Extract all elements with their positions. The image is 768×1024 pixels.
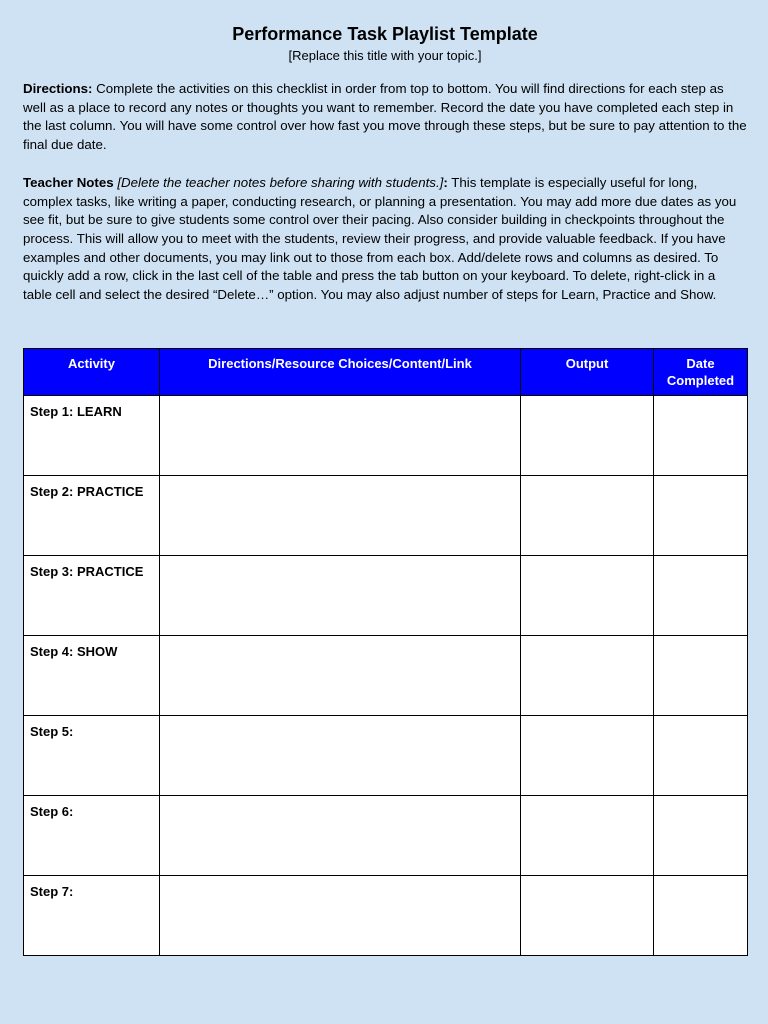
activity-cell: Step 1: LEARN — [24, 396, 160, 476]
date-cell[interactable] — [654, 556, 748, 636]
directions-cell[interactable] — [160, 796, 521, 876]
directions-cell[interactable] — [160, 716, 521, 796]
activity-cell: Step 4: SHOW — [24, 636, 160, 716]
document-subtitle: [Replace this title with your topic.] — [288, 48, 482, 63]
directions-cell[interactable] — [160, 636, 521, 716]
date-cell[interactable] — [654, 636, 748, 716]
date-cell[interactable] — [654, 476, 748, 556]
table-row — [24, 876, 748, 956]
directions-cell[interactable] — [160, 476, 521, 556]
header-output: Output — [521, 349, 654, 396]
directions-label: Directions: — [23, 81, 93, 96]
table-row — [24, 396, 748, 476]
header-activity: Activity — [24, 349, 160, 396]
output-cell[interactable] — [521, 716, 654, 796]
header-directions: Directions/Resource Choices/Content/Link — [160, 349, 521, 396]
teacher-notes-italic: [Delete the teacher notes before sharing with students.] — [117, 174, 444, 190]
teacher-notes-paragraph — [23, 174, 747, 305]
playlist-table — [23, 348, 748, 956]
directions-text: Complete the activities on this checklist in order from top to bottom. You will find directions for each step as well as a place to record any notes or thoughts you want to remember. Record the date you have completed each step in the last column. You will have some control over how fast you move through these steps, but be sure to pay attention to the final due date. — [23, 81, 747, 153]
output-cell[interactable] — [521, 396, 654, 476]
date-cell[interactable] — [654, 796, 748, 876]
table-row — [24, 636, 748, 716]
table-row — [24, 556, 748, 636]
teacher-notes-text: This template is especially useful for long, complex tasks, like writing a paper, conducting research, or planning a presentation. You may add more due dates as you see fit, but be sure to give students some control over their pacing. Also consider building in checkpoints throughout the process. This will allow you to meet with the students, review their progress, and provide valuable feedback. If you have examples and other documents, you may link out to those from each box. Add/delete rows and columns as desired. To quickly add a row, click in the last cell of the table and press the tab button on your keyboard. To delete, right-click in a table cell and select the desired “Delete…” option. You may also adjust number of steps for Learn, Practice and Show. — [23, 174, 737, 303]
activity-cell: Step 3: PRACTICE — [24, 556, 160, 636]
teacher-notes-colon: : — [443, 174, 448, 190]
output-cell[interactable] — [521, 636, 654, 716]
output-cell[interactable] — [521, 876, 654, 956]
activity-cell: Step 2: PRACTICE — [24, 476, 160, 556]
document-page — [23, 22, 747, 305]
table-row — [24, 716, 748, 796]
table-header-row — [24, 349, 748, 396]
activity-cell: Step 5: — [24, 716, 160, 796]
date-cell[interactable] — [654, 876, 748, 956]
directions-paragraph — [23, 80, 747, 155]
output-cell[interactable] — [521, 476, 654, 556]
output-cell[interactable] — [521, 796, 654, 876]
table-row — [24, 476, 748, 556]
output-cell[interactable] — [521, 556, 654, 636]
date-cell[interactable] — [654, 396, 748, 476]
activity-cell: Step 6: — [24, 796, 160, 876]
table-row — [24, 796, 748, 876]
teacher-notes-label: Teacher Notes — [23, 174, 114, 190]
document-title: Performance Task Playlist Template — [232, 24, 538, 44]
directions-cell[interactable] — [160, 396, 521, 476]
activity-cell: Step 7: — [24, 876, 160, 956]
header-date-completed: Date Completed — [654, 349, 748, 396]
directions-cell[interactable] — [160, 876, 521, 956]
date-cell[interactable] — [654, 716, 748, 796]
directions-cell[interactable] — [160, 556, 521, 636]
